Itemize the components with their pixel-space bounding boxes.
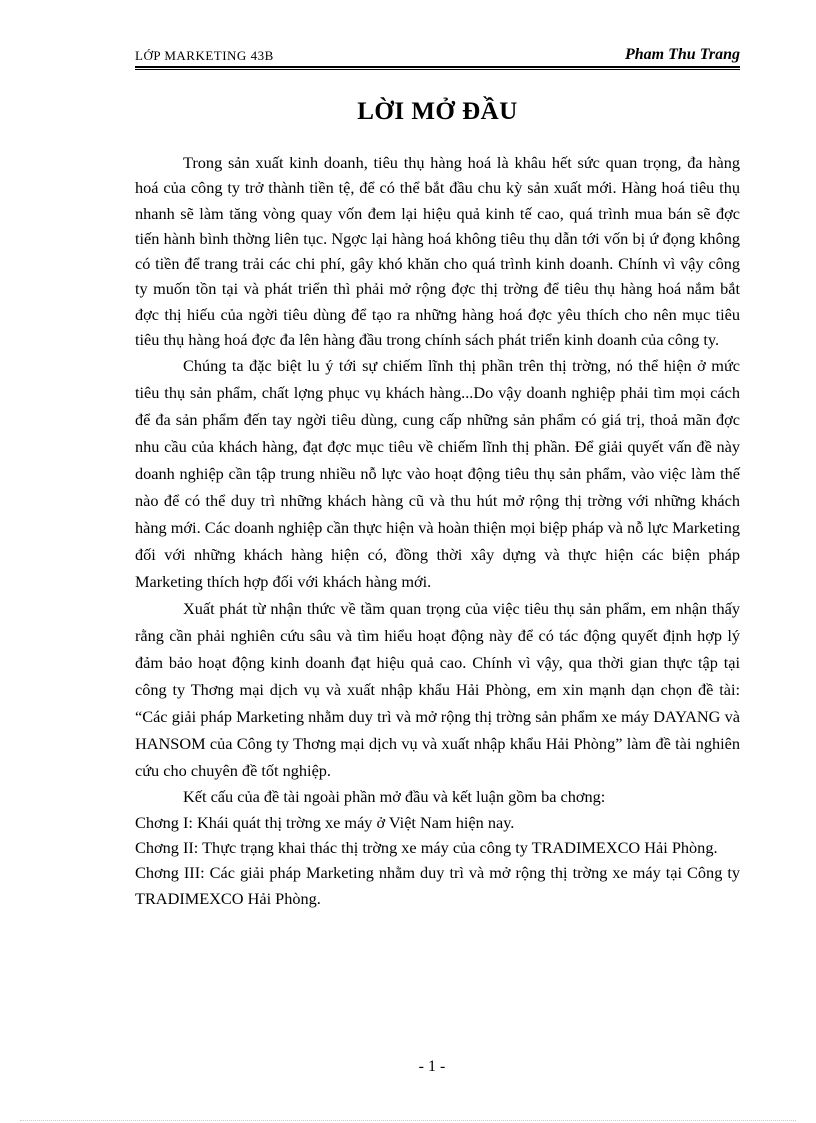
header-author-name: Pham Thu Trang xyxy=(625,46,740,63)
chapter-item-3: Chơng III: Các giải pháp Marketing nhằm duy trì và mở rộng thị trờng xe máy tại Công ty TRADIMEXCO Hải Phòng. xyxy=(135,863,740,908)
page-title: LỜI MỞ ĐẦU xyxy=(357,98,518,125)
header-class-label: LỚP MARKETING 43B xyxy=(135,48,274,63)
chapter-item-2: Chơng II: Thực trạng khai thác thị trờng xe máy của công ty TRADIMEXCO Hải Phòng. xyxy=(135,837,718,857)
page-bottom-edge xyxy=(20,1120,796,1121)
paragraph-topic: Xuất phát từ nhận thức về tầm quan trọng của việc tiêu thụ sản phẩm, em nhận thấy rằng cần phải nghiên cứu sâu và tìm hiểu hoạt động này để có tác động quyết định hợp lý đảm bảo hoạt động kinh doanh đạt hiệu quả cao. Chính vì vậy, qua thời gian thực tập tại công ty Thơng mại dịch vụ và xuất nhập khẩu Hải Phòng, em xin mạnh dạn chọn đề tài: “Các giải pháp Marketing nhằm duy trì và mở rộng thị trờng sản phẩm xe máy DAYANG và HANSOM của Công ty Thơng mại dịch vụ và xuất nhập khẩu Hải Phòng” làm đề tài nghiên cứu cho chuyên đề tốt nghiệp. xyxy=(135,599,740,781)
body-text xyxy=(135,150,740,911)
paragraph-structure: Kết cấu của đề tài ngoài phần mở đầu và kết luận gồm ba chơng: xyxy=(183,787,606,807)
page-number: - 1 - xyxy=(418,1058,446,1075)
paragraph-intro: Trong sản xuất kinh doanh, tiêu thụ hàng hoá là khâu hết sức quan trọng, đa hàng hoá của công ty trở thành tiền tệ, để có thể bắt đầu chu kỳ sản xuất mới. Hàng hoá tiêu thụ nhanh sẽ làm tăng vòng quay vốn đem lại hiệu quả kinh tế cao, quá trình mua bán sẽ đợc tiến hành bình thờng liên tục. Ngợc lại hàng hoá không tiêu thụ dẫn tới vốn bị ứ đọng không có tiền để trang trải các chi phí, gây khó khăn cho quá trình kinh doanh. Chính vì vậy công ty muốn tồn tại và phát triển thì phải mở rộng đợc thị trờng để tiêu thụ hàng hoá nắm bắt đợc thị hiếu của ngời tiêu dùng để tạo ra những hàng hoá đợc yêu thích cho nên mục tiêu tiêu thụ hàng hoá đợc đa lên hàng đầu trong chính sách phát triển kinh doanh của công ty. xyxy=(135,153,740,350)
chapter-item-1: Chơng I: Khái quát thị trờng xe máy ở Việt Nam hiện nay. xyxy=(135,812,515,832)
header-divider xyxy=(135,66,740,70)
running-header xyxy=(135,48,740,68)
paragraph-market-share: Chúng ta đặc biệt lu ý tới sự chiếm lĩnh thị phần trên thị trờng, nó thể hiện ở mức tiêu thụ sản phẩm, chất lợng phục vụ khách hàng...Do vậy doanh nghiệp phải tìm mọi cách để đa sản phẩm đến tay ngời tiêu dùng, cung cấp những sản phẩm có giá trị, thoả mãn đợc nhu cầu của khách hàng, đạt đợc mục tiêu về chiếm lĩnh thị phần. Để giải quyết vấn đề này doanh nghiệp cần tập trung nhiều nỗ lực vào hoạt động tiêu thụ sản phẩm, vào việc làm thế nào để có thể duy trì những khách hàng cũ và thu hút mở rộng thị trờng với những khách hàng mới. Các doanh nghiệp cần thực hiện và hoàn thiện mọi biệp pháp và nỗ lực Marketing đối với những khách hàng hiện có, đồng thời xây dựng và thực hiện các biện pháp Marketing thích hợp đối với khách hàng mới. xyxy=(135,356,740,592)
